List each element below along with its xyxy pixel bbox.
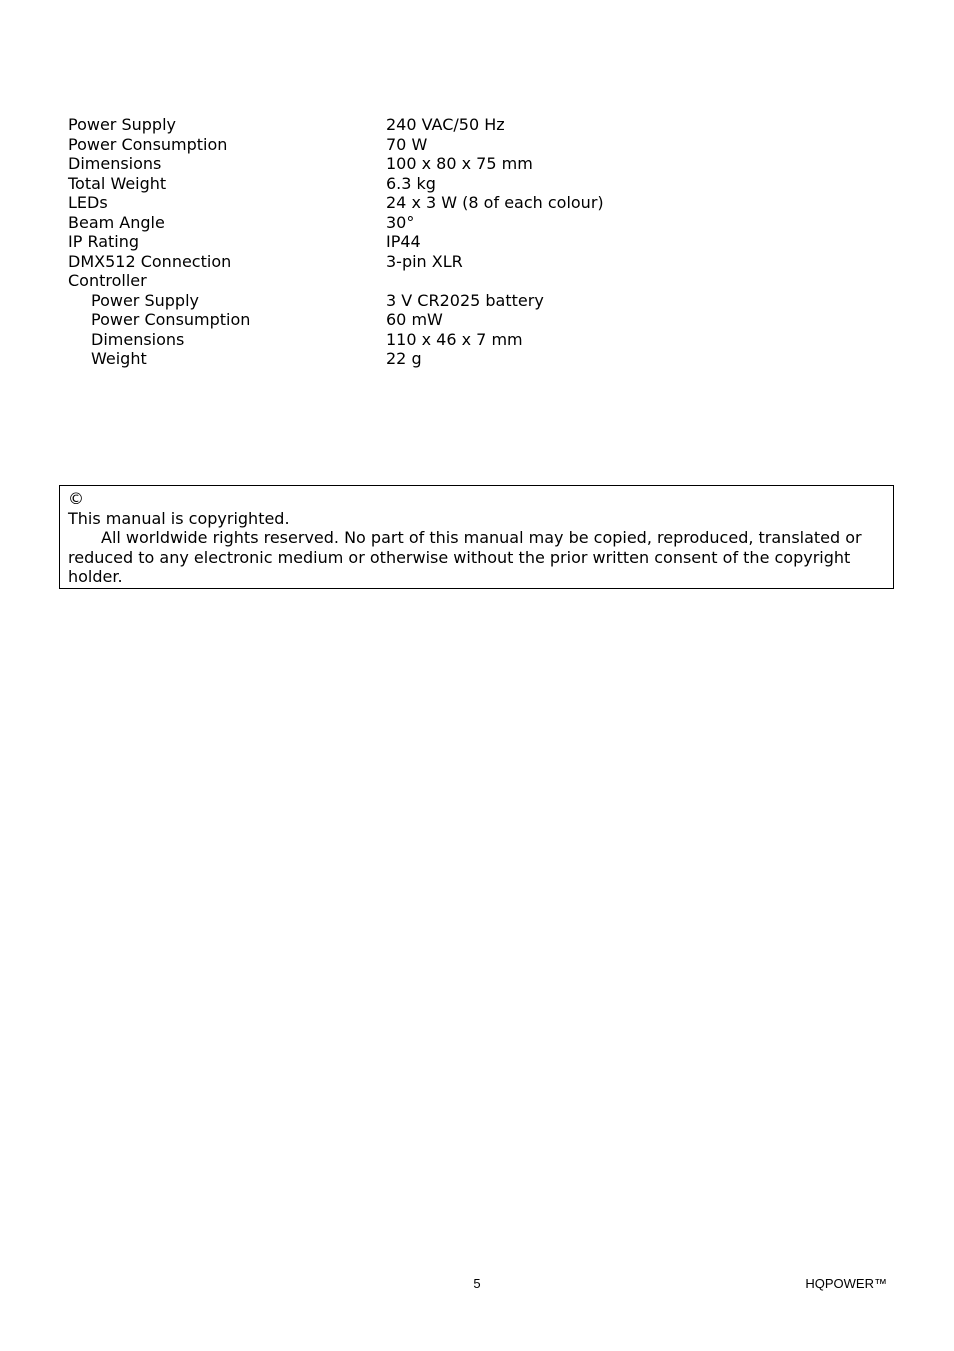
copyright-paragraph: All worldwide rights reserved. No part of this manual may be copied, reproduced, translated or reduced to any electronic medium or otherwise without the prior written consent of the copyright holder. xyxy=(68,528,862,586)
spec-label: Power Supply xyxy=(68,115,176,134)
spec-row xyxy=(68,115,604,135)
spec-label: Dimensions xyxy=(68,154,162,173)
spec-label: Weight xyxy=(91,349,147,368)
spec-row xyxy=(68,154,604,174)
spec-label: Dimensions xyxy=(91,329,185,349)
spec-value: 3 V CR2025 battery xyxy=(386,290,544,310)
page-number: 5 xyxy=(473,1276,481,1291)
footer-brand: HQPOWER™ xyxy=(805,1276,887,1291)
spec-value: 60 mW xyxy=(386,310,443,329)
spec-row xyxy=(68,232,604,252)
spec-label: Total Weight xyxy=(68,173,167,193)
spec-row xyxy=(68,291,604,311)
spec-row xyxy=(68,252,604,272)
spec-label: Power Supply xyxy=(91,290,199,310)
spec-value: 3-pin XLR xyxy=(386,251,463,271)
spec-value: 100 x 80 x 75 mm xyxy=(386,154,533,173)
copyright-symbol: © xyxy=(68,489,84,508)
spec-value: IP44 xyxy=(386,232,421,251)
spec-value: 110 x 46 x 7 mm xyxy=(386,329,523,349)
spec-row xyxy=(68,310,604,330)
spec-label: Beam Angle xyxy=(68,212,165,232)
spec-value: 30° xyxy=(386,212,415,232)
copyright-statement: This manual is copyrighted. xyxy=(68,508,290,528)
spec-row xyxy=(68,330,604,350)
spec-row xyxy=(68,349,604,369)
spec-label: Power Consumption xyxy=(68,134,228,154)
spec-section-heading xyxy=(68,271,604,291)
spec-row xyxy=(68,213,604,233)
copyright-notice-box xyxy=(59,485,894,589)
spec-value: 22 g xyxy=(386,349,422,368)
spec-row xyxy=(68,174,604,194)
spec-value: 70 W xyxy=(386,134,428,154)
spec-label: Power Consumption xyxy=(91,310,251,329)
spec-label: LEDs xyxy=(68,193,108,212)
spec-value: 6.3 kg xyxy=(386,173,436,193)
spec-row xyxy=(68,193,604,213)
spec-label: Controller xyxy=(68,271,147,290)
spec-row xyxy=(68,135,604,155)
specifications-table xyxy=(68,115,604,369)
spec-value: 240 VAC/50 Hz xyxy=(386,115,505,134)
spec-label: IP Rating xyxy=(68,232,140,251)
spec-value: 24 x 3 W (8 of each colour) xyxy=(386,193,604,212)
spec-label: DMX512 Connection xyxy=(68,251,232,271)
